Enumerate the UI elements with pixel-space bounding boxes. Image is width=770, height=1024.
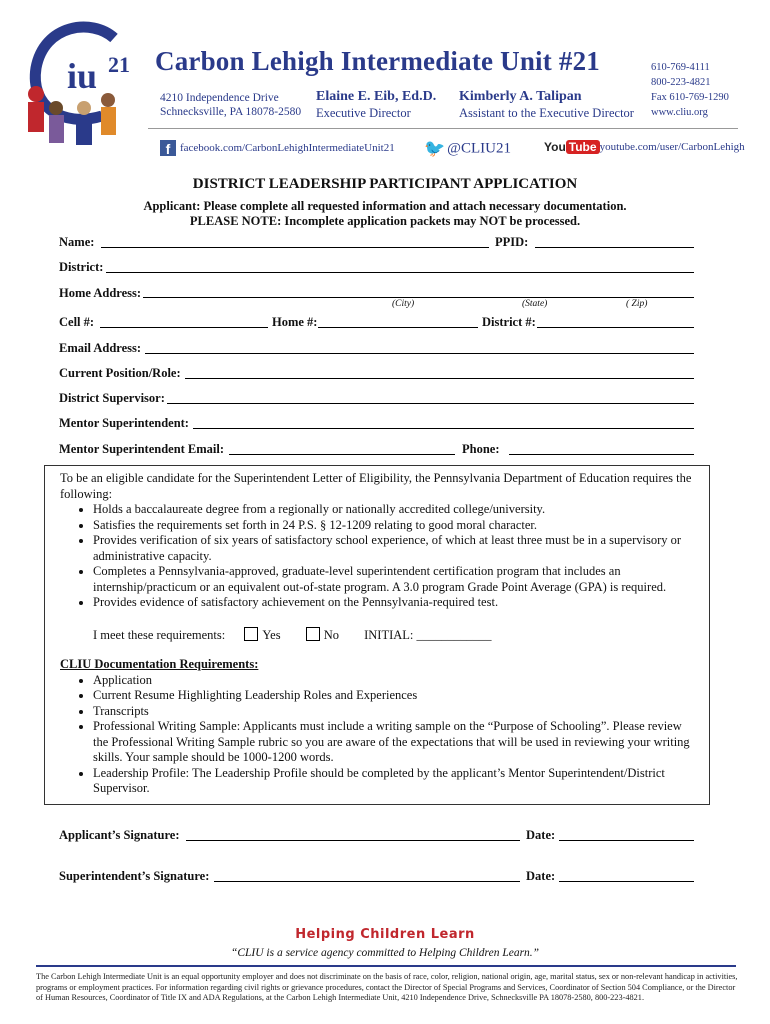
phone-2: 800-223-4821	[651, 77, 711, 88]
email-label: Email Address:	[59, 341, 142, 355]
person1-name: Elaine E. Eib, Ed.D.	[316, 89, 437, 104]
legal-notice: The Carbon Lehigh Intermediate Unit is an equal opportunity employer and does not discriminate on the basis of race, color, religion, national origin, age, marital status, sex or non-relevant handicap in activities, programs or employment practices. For information regarding civil rights or grievance procedures, contact the Director of Special Programs and Services, Coordinator of Section 504 Compliance, or the Director of Human Resources, Coordinator of Title IX and ADA Regulations, at the Carbon Lehigh Intermediate Unit, 4210 Independence Drive, Schnecksville PA 18078-2580, 800-223-4821.	[36, 972, 738, 1003]
cliu-logo	[22, 16, 142, 166]
documentation-heading: CLIU Documentation Requirements:	[60, 657, 259, 671]
supervisor-field[interactable]	[167, 403, 694, 404]
form-title: DISTRICT LEADERSHIP PARTICIPANT APPLICATION	[192, 176, 578, 192]
instruction-1: Applicant: Please complete all requested information and attach necessary documentation.	[143, 199, 627, 213]
ppid-field[interactable]	[535, 247, 694, 248]
documentation-item: • Transcripts	[93, 704, 700, 720]
mentor-email-label: Mentor Superintendent Email:	[59, 442, 225, 456]
instruction-2: PLEASE NOTE: Incomplete application packets may NOT be processed.	[189, 214, 581, 228]
state-sublabel: (State)	[522, 299, 548, 309]
cell-field[interactable]	[100, 327, 268, 328]
svg-text:21: 21	[108, 52, 130, 77]
facebook-icon: f	[160, 140, 176, 156]
person2-title: Assistant to the Executive Director	[459, 106, 634, 120]
mentor-label: Mentor Superintendent:	[59, 416, 189, 430]
ppid-label: PPID:	[495, 235, 529, 249]
meet-requirements-row	[93, 627, 492, 643]
documentation-section	[60, 657, 700, 797]
applicant-date-label: Date:	[526, 828, 556, 842]
requirement-item: • Provides evidence of satisfactory achievement on the Pennsylvania-required test.	[93, 595, 700, 611]
city-sublabel: (City)	[392, 299, 415, 309]
header-divider	[148, 128, 738, 129]
position-label: Current Position/Role:	[59, 366, 181, 380]
address-line-1: 4210 Independence Drive	[160, 92, 279, 104]
district-field[interactable]	[106, 272, 694, 273]
mentor-field[interactable]	[193, 428, 694, 429]
home-address-field[interactable]	[143, 297, 694, 298]
requirement-item: • Completes a Pennsylvania-approved, graduate-level superintendent certification program that includes an internship/practicum or an equivalent out-of-state program. A 3.0 program Grade Point Average (GPA) is required.	[93, 564, 700, 595]
documentation-item: • Application	[93, 673, 700, 689]
contact-info	[651, 60, 729, 120]
meet-requirements-label: I meet these requirements:	[93, 628, 226, 642]
slogan-text: Helping Children Learn	[295, 927, 475, 942]
no-label: No	[323, 628, 339, 642]
phone-field[interactable]	[509, 454, 694, 455]
helping-children-learn-logo	[0, 927, 770, 942]
youtube-url: youtube.com/user/CarbonLehigh	[599, 141, 745, 153]
youtube-logo-you: You	[544, 140, 566, 154]
tagline: “CLIU is a service agency committed to Helping Children Learn.”	[230, 947, 540, 959]
cell-label: Cell #:	[59, 315, 95, 329]
home-phone-field[interactable]	[318, 327, 478, 328]
twitter-link[interactable]	[424, 139, 511, 159]
superintendent-date-field[interactable]	[559, 881, 694, 882]
form-instructions	[0, 199, 770, 229]
requirement-item: • Holds a baccalaureate degree from a regionally or nationally accredited college/university.	[93, 502, 700, 518]
person2-name: Kimberly A. Talipan	[459, 89, 582, 104]
requirement-item: • Satisfies the requirements set forth in 24 P.S. § 12-1209 relating to good moral character.	[93, 518, 700, 534]
applicant-date-field[interactable]	[559, 840, 694, 841]
applicant-signature-label: Applicant’s Signature:	[59, 828, 180, 842]
youtube-link[interactable]	[544, 140, 745, 154]
org-address	[160, 91, 301, 119]
documentation-item: • Current Resume Highlighting Leadership Roles and Experiences	[93, 688, 700, 704]
district-label: District:	[59, 260, 104, 274]
requirement-item: • Provides verification of six years of satisfactory school experience, of which at least three must be in a supervisory or administrative capacity.	[93, 533, 700, 564]
superintendent-signature-label: Superintendent’s Signature:	[59, 869, 210, 883]
supervisor-label: District Supervisor:	[59, 391, 165, 405]
facebook-link[interactable]	[160, 140, 395, 156]
twitter-handle: @CLIU21	[447, 140, 511, 157]
youtube-logo-tube: Tube	[566, 140, 600, 154]
org-name: Carbon Lehigh Intermediate Unit #21	[155, 46, 600, 76]
phone-1: 610-769-4111	[651, 62, 710, 73]
fax: Fax 610-769-1290	[651, 92, 729, 103]
website-link[interactable]: www.cliu.org	[651, 107, 708, 118]
district-phone-label: District #:	[482, 315, 536, 329]
person1-title: Executive Director	[316, 106, 411, 120]
home-phone-label: Home #:	[272, 315, 318, 329]
requirements-list	[60, 502, 700, 611]
yes-label: Yes	[262, 628, 281, 642]
documentation-list	[60, 673, 700, 797]
email-field[interactable]	[145, 353, 694, 354]
documentation-item: • Leadership Profile: The Leadership Profile should be completed by the applicant’s Mentor Superintendent/District Supervisor.	[93, 766, 700, 797]
assistant-director	[459, 89, 634, 121]
requirements-intro: To be an eligible candidate for the Superintendent Letter of Eligibility, the Pennsylvania Department of Education requires the following:	[60, 471, 692, 501]
district-phone-field[interactable]	[537, 327, 694, 328]
twitter-bird-icon: 🐦	[424, 139, 446, 158]
name-label: Name:	[59, 235, 95, 249]
initial-field[interactable]: INITIAL: ____________	[364, 628, 492, 642]
yes-checkbox[interactable]	[244, 627, 258, 641]
superintendent-signature-field[interactable]	[214, 881, 520, 882]
zip-sublabel: ( Zip)	[626, 299, 648, 309]
superintendent-date-label: Date:	[526, 869, 556, 883]
position-field[interactable]	[185, 378, 694, 379]
svg-text:iu: iu	[67, 56, 98, 96]
executive-director	[316, 89, 436, 121]
documentation-item: • Professional Writing Sample: Applicants must include a writing sample on the “Purpose of Schooling”. Please review the Professional Writing Sample rubric so you are aware of the expectations that will be used in reviewing your writing skills. Your sample should be 1000-1200 words.	[93, 719, 700, 766]
no-checkbox[interactable]	[306, 627, 320, 641]
footer-divider	[36, 965, 736, 967]
home-address-label: Home Address:	[59, 286, 142, 300]
requirements-content	[60, 471, 700, 611]
applicant-signature-field[interactable]	[186, 840, 520, 841]
facebook-url: facebook.com/CarbonLehighIntermediateUnit21	[180, 142, 395, 154]
address-line-2: Schnecksville, PA 18078-2580	[160, 106, 302, 118]
phone-label: Phone:	[462, 442, 500, 456]
mentor-email-field[interactable]	[229, 454, 455, 455]
name-field[interactable]	[101, 247, 489, 248]
